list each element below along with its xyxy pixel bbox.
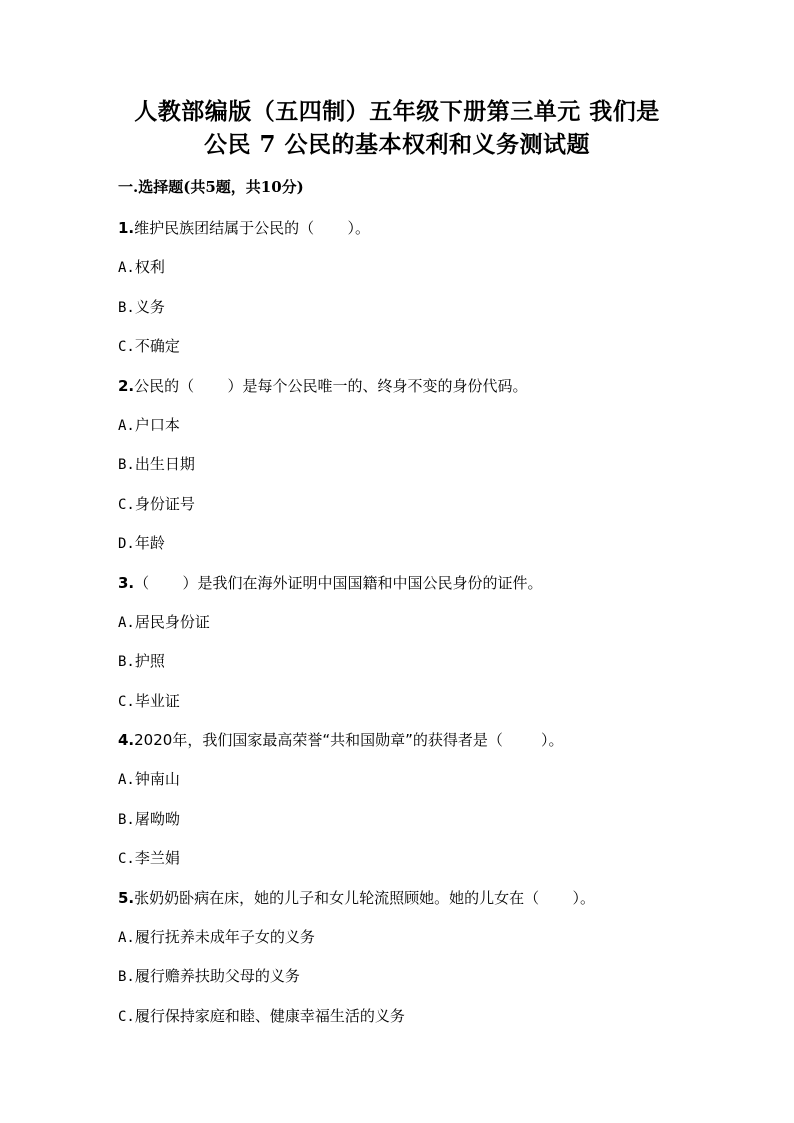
option-letter: C. <box>118 339 135 356</box>
option-letter: A. <box>118 930 135 947</box>
question-text: （ ）是我们在海外证明中国国籍和中国公民身份的证件。 <box>134 573 543 592</box>
option-5c <box>118 1006 718 1045</box>
question-1 <box>118 218 718 257</box>
question-2 <box>118 376 718 415</box>
option-letter: A. <box>118 614 135 631</box>
option-text: 屠呦呦 <box>134 809 180 828</box>
question-number: 4. <box>118 731 135 750</box>
option-letter: B. <box>118 969 135 986</box>
option-letter: B. <box>118 457 135 474</box>
option-2c <box>118 494 718 533</box>
option-text: 义务 <box>134 297 165 316</box>
option-letter: A. <box>118 417 135 434</box>
question-text: 张奶奶卧病在床，她的儿子和女儿轮流照顾她。她的儿女在（ ）。 <box>134 888 596 907</box>
option-1b <box>118 297 718 336</box>
option-2d <box>118 533 718 572</box>
option-letter: A. <box>118 260 135 277</box>
option-text: 护照 <box>134 652 165 671</box>
option-text: 户口本 <box>134 415 180 434</box>
option-5a <box>118 927 718 966</box>
option-text: 履行保持家庭和睦、健康幸福生活的义务 <box>134 1006 405 1025</box>
question-text: 2020年，我们国家最高荣誉“共和国勋章”的获得者是（ ）。 <box>134 731 564 750</box>
option-1a <box>118 257 718 296</box>
question-text: 公民的（ ）是每个公民唯一的、终身不变的身份代码。 <box>134 376 528 395</box>
option-5b <box>118 966 718 1005</box>
option-letter: B. <box>118 299 135 316</box>
option-2a <box>118 415 718 454</box>
option-text: 钟南山 <box>134 770 180 789</box>
section-heading: 一.选择题(共5题，共10分) <box>118 178 304 196</box>
option-text: 履行赡养扶助父母的义务 <box>134 967 300 986</box>
question-number: 1. <box>118 219 135 237</box>
option-4a <box>118 769 718 808</box>
option-letter: C. <box>118 851 135 868</box>
question-3 <box>118 573 718 612</box>
option-text: 毕业证 <box>134 691 180 710</box>
option-3a <box>118 612 718 651</box>
option-4c <box>118 848 718 887</box>
option-letter: D. <box>118 536 135 553</box>
option-3b <box>118 651 718 690</box>
question-number: 3. <box>118 573 135 592</box>
option-text: 身份证号 <box>134 494 195 513</box>
question-text: 维护民族团结属于公民的（ ）。 <box>134 219 371 237</box>
option-3c <box>118 691 718 730</box>
question-4 <box>118 730 718 769</box>
question-5 <box>118 888 718 927</box>
option-text: 出生日期 <box>134 455 195 474</box>
option-text: 不确定 <box>134 337 180 356</box>
option-letter: C. <box>118 496 135 513</box>
option-letter: A. <box>118 772 135 789</box>
page-title-line-1: 人教部编版（五四制）五年级下册第三单元 我们是 <box>134 98 660 125</box>
option-text: 年龄 <box>134 534 165 553</box>
question-number: 5. <box>118 888 135 907</box>
option-letter: C. <box>118 693 135 710</box>
option-text: 居民身份证 <box>134 612 210 631</box>
question-number: 2. <box>118 376 135 395</box>
question-list <box>118 218 718 1045</box>
option-1c <box>118 336 718 375</box>
option-letter: B. <box>118 654 135 671</box>
option-text: 履行抚养未成年子女的义务 <box>134 928 315 947</box>
option-letter: B. <box>118 811 135 828</box>
option-2b <box>118 454 718 493</box>
option-text: 权利 <box>134 258 165 277</box>
page-title-line-2: 公民 7 公民的基本权利和义务测试题 <box>203 131 591 158</box>
option-4b <box>118 809 718 848</box>
option-letter: C. <box>118 1008 135 1025</box>
option-text: 李兰娟 <box>134 849 180 868</box>
